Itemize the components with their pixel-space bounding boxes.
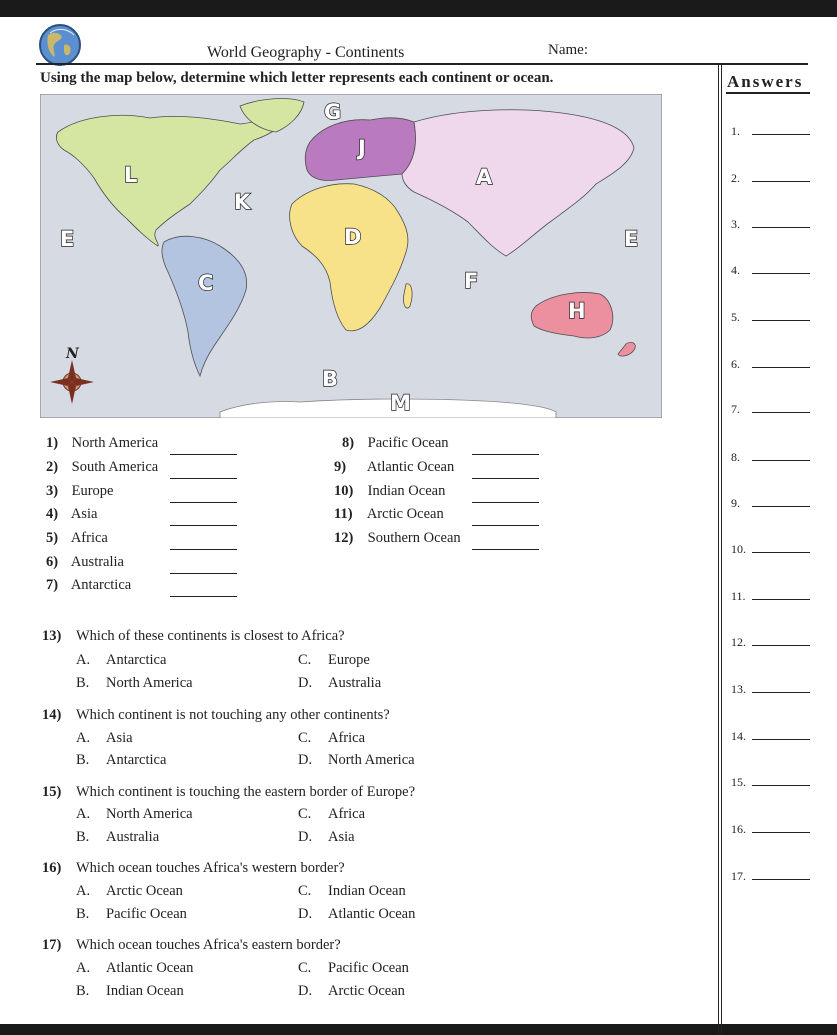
match-item-5: 5) Africa xyxy=(46,530,108,546)
name-label: Name: xyxy=(548,42,588,58)
worksheet xyxy=(0,17,837,1024)
q15-option-a[interactable]: A. North America xyxy=(76,806,193,822)
answer-blank-6[interactable] xyxy=(170,572,237,574)
map-label-e-right: E xyxy=(624,227,639,251)
q16-option-b[interactable]: B. Pacific Ocean xyxy=(76,906,187,922)
answer-line-16[interactable]: 16. xyxy=(731,822,811,837)
answer-line-8[interactable]: 8. xyxy=(731,450,811,465)
answer-line-9[interactable]: 9. xyxy=(731,496,811,511)
answer-blank-3[interactable] xyxy=(170,501,237,503)
answer-blank-1[interactable] xyxy=(170,453,237,455)
match-item-12: 12) Southern Ocean xyxy=(334,530,461,546)
answer-line-7[interactable]: 7. xyxy=(731,402,811,417)
globe-icon xyxy=(38,23,82,67)
worksheet-title: World Geography - Continents xyxy=(207,44,405,61)
q14-option-c[interactable]: C. Africa xyxy=(298,730,366,746)
answer-line-10[interactable]: 10. xyxy=(731,542,811,557)
q15-option-c[interactable]: C. Africa xyxy=(298,806,366,822)
answer-line-5[interactable]: 5. xyxy=(731,310,811,325)
map-label-c: C xyxy=(198,271,214,295)
q13-option-c[interactable]: C. Europe xyxy=(298,652,370,668)
answers-divider xyxy=(718,65,722,1035)
q14-option-d[interactable]: D. North America xyxy=(298,752,415,768)
map-label-m: M xyxy=(390,391,411,415)
answer-blank-10[interactable] xyxy=(472,501,539,503)
answer-blank-11[interactable] xyxy=(472,524,539,526)
q17-option-c[interactable]: C. Pacific Ocean xyxy=(298,960,409,976)
question-15: 15) Which continent is touching the eastern border of Europe? xyxy=(42,784,416,800)
map-label-k: K xyxy=(234,190,251,214)
answers-title-underline xyxy=(726,92,810,94)
match-item-2: 2) South America xyxy=(46,459,159,475)
match-item-4: 4) Asia xyxy=(46,506,98,522)
map-label-b: B xyxy=(322,367,339,391)
q13-option-b[interactable]: B. North America xyxy=(76,675,193,691)
match-item-1: 1) North America xyxy=(46,435,159,451)
question-17: 17) Which ocean touches Africa's eastern border? xyxy=(42,937,341,953)
q15-option-d[interactable]: D. Asia xyxy=(298,829,355,845)
answer-line-3[interactable]: 3. xyxy=(731,217,811,232)
map-label-h: H xyxy=(568,299,586,323)
answer-blank-8[interactable] xyxy=(472,453,539,455)
match-item-3: 3) Europe xyxy=(46,483,114,499)
q16-option-a[interactable]: A. Arctic Ocean xyxy=(76,883,183,899)
answer-line-13[interactable]: 13. xyxy=(731,682,811,697)
map-label-f: F xyxy=(464,269,479,293)
question-14: 14) Which continent is not touching any other continents? xyxy=(42,707,390,723)
q17-option-d[interactable]: D. Arctic Ocean xyxy=(298,983,405,999)
answer-line-2[interactable]: 2. xyxy=(731,171,811,186)
map-label-d: D xyxy=(344,225,362,249)
q13-option-a[interactable]: A. Antarctica xyxy=(76,652,167,668)
match-item-9: 9) Atlantic Ocean xyxy=(334,459,455,475)
answer-blank-12[interactable] xyxy=(472,548,539,550)
instructions: Using the map below, determine which letter represents each continent or ocean. xyxy=(40,70,554,86)
map-label-a: A xyxy=(476,165,493,189)
answer-line-14[interactable]: 14. xyxy=(731,729,811,744)
answer-blank-2[interactable] xyxy=(170,477,237,479)
answer-blank-4[interactable] xyxy=(170,524,237,526)
q14-option-a[interactable]: A. Asia xyxy=(76,730,133,746)
match-item-10: 10) Indian Ocean xyxy=(334,483,446,499)
match-item-11: 11) Arctic Ocean xyxy=(334,506,444,522)
question-16: 16) Which ocean touches Africa's western border? xyxy=(42,860,345,876)
header-divider xyxy=(36,63,808,65)
answer-blank-5[interactable] xyxy=(170,548,237,550)
answer-line-4[interactable]: 4. xyxy=(731,263,811,278)
answers-title: Answers xyxy=(727,72,804,91)
map-label-e-left: E xyxy=(60,227,75,251)
q13-option-d[interactable]: D. Australia xyxy=(298,675,382,691)
q17-option-b[interactable]: B. Indian Ocean xyxy=(76,983,184,999)
answer-line-1[interactable]: 1. xyxy=(731,124,811,139)
answer-line-12[interactable]: 12. xyxy=(731,635,811,650)
match-item-7: 7) Antarctica xyxy=(46,577,132,593)
answer-line-15[interactable]: 15. xyxy=(731,775,811,790)
map-label-j: J xyxy=(358,136,366,160)
map-label-g: G xyxy=(324,100,342,124)
compass-north-label: N xyxy=(66,346,79,362)
answer-blank-9[interactable] xyxy=(472,477,539,479)
q16-option-c[interactable]: C. Indian Ocean xyxy=(298,883,406,899)
world-map xyxy=(40,94,662,418)
answer-line-17[interactable]: 17. xyxy=(731,869,811,884)
answer-line-11[interactable]: 11. xyxy=(731,589,811,604)
match-item-8: 8) Pacific Ocean xyxy=(342,435,449,451)
answer-line-6[interactable]: 6. xyxy=(731,357,811,372)
q17-option-a[interactable]: A. Atlantic Ocean xyxy=(76,960,194,976)
q14-option-b[interactable]: B. Antarctica xyxy=(76,752,167,768)
q16-option-d[interactable]: D. Atlantic Ocean xyxy=(298,906,416,922)
q15-option-b[interactable]: B. Australia xyxy=(76,829,160,845)
match-item-6: 6) Australia xyxy=(46,554,124,570)
map-label-l: L xyxy=(124,163,138,187)
question-13: 13) Which of these continents is closest to Africa? xyxy=(42,628,345,644)
answer-blank-7[interactable] xyxy=(170,595,237,597)
